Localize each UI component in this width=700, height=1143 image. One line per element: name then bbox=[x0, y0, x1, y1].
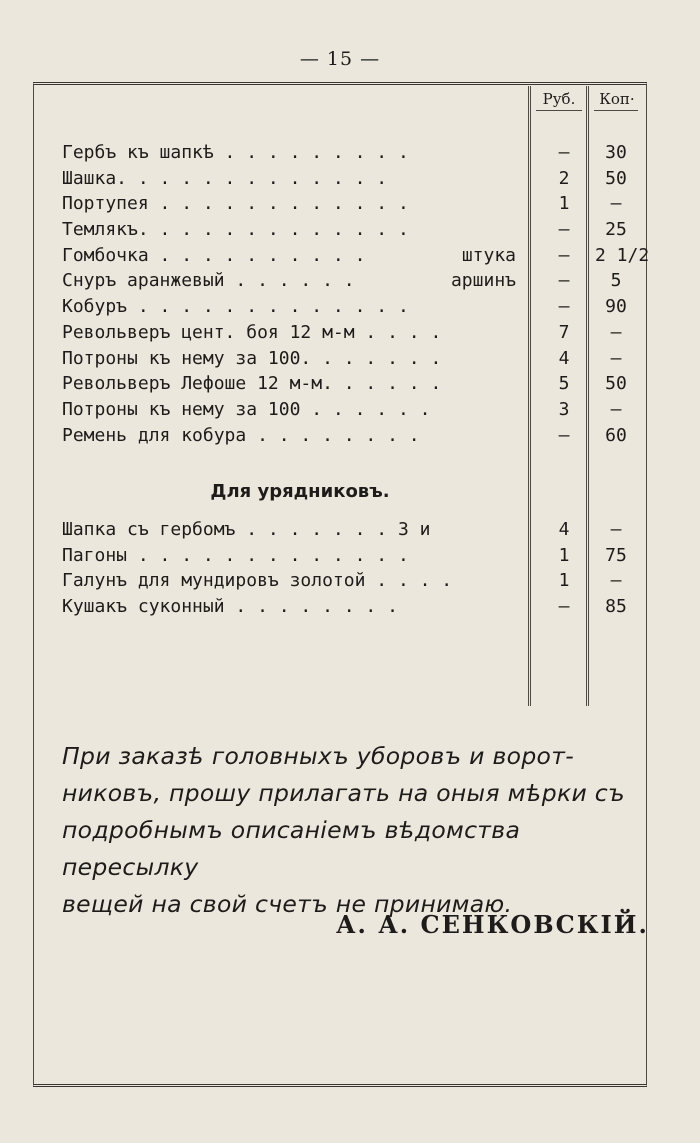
rub-value: 5 bbox=[558, 373, 570, 395]
kop-value: 25 bbox=[605, 219, 627, 241]
price-row bbox=[62, 543, 642, 569]
price-row bbox=[62, 268, 642, 294]
rub-value: — bbox=[558, 142, 570, 163]
rub-value: 2 bbox=[558, 167, 570, 189]
item-label: Револьверъ цент. боя 12 м-м . . . . bbox=[62, 321, 442, 343]
item-label: Шашка. . . . . . . . . . . . . bbox=[62, 167, 388, 189]
item-label: Кобуръ . . . . . . . . . . . . . bbox=[62, 296, 409, 318]
kop-value: — bbox=[610, 570, 622, 592]
price-row bbox=[62, 166, 642, 192]
item-label: Потроны къ нему за 100. . . . . . . bbox=[62, 347, 442, 369]
kop-value: 2 1/2 bbox=[595, 244, 650, 266]
item-label: Галунъ для мундировъ золотой . . . . bbox=[62, 570, 453, 592]
price-row bbox=[62, 346, 642, 372]
price-row bbox=[62, 423, 642, 449]
rub-column-header: Руб. bbox=[542, 90, 576, 108]
kop-value: 90 bbox=[605, 296, 627, 318]
unit-label: аршинъ bbox=[450, 270, 516, 292]
kop-value: 5 bbox=[610, 270, 622, 292]
price-row bbox=[62, 517, 642, 543]
price-row bbox=[62, 397, 642, 423]
rub-value: 1 bbox=[558, 193, 570, 215]
rub-value: 7 bbox=[558, 321, 570, 343]
kop-value: 50 bbox=[605, 167, 627, 189]
item-label: Ремень для кобура . . . . . . . . bbox=[62, 424, 420, 446]
note-line: вещей на свой счетъ не принимаю. bbox=[62, 890, 513, 918]
signature: А. А. СЕНКОВСКІЙ. bbox=[336, 910, 649, 939]
kop-value: — bbox=[610, 398, 622, 420]
note-line: никовъ, прошу прилагать на оныя мѣрки съ bbox=[62, 779, 625, 807]
rub-value: 1 bbox=[558, 570, 570, 592]
rub-value: 1 bbox=[558, 544, 570, 566]
rub-value: 3 bbox=[558, 398, 570, 420]
price-row bbox=[62, 217, 642, 243]
price-row bbox=[62, 140, 642, 166]
item-label: Шапка съ гербомъ . . . . . . . 3 и bbox=[62, 519, 431, 540]
price-row bbox=[62, 568, 642, 594]
rub-header-underline bbox=[536, 110, 582, 111]
kop-value: — bbox=[610, 193, 622, 215]
item-label: Потроны къ нему за 100 . . . . . . bbox=[62, 398, 431, 420]
rub-value: — bbox=[558, 244, 570, 266]
kop-value: 85 bbox=[605, 596, 627, 618]
kop-column-header: Коп· bbox=[599, 90, 635, 108]
kop-value: — bbox=[610, 321, 622, 343]
item-label: Кушакъ суконный . . . . . . . . bbox=[62, 596, 398, 618]
rub-value: — bbox=[558, 270, 570, 292]
item-label: Гомбочка . . . . . . . . . . bbox=[62, 244, 366, 266]
kop-header-underline bbox=[594, 110, 638, 111]
price-row bbox=[62, 320, 642, 346]
price-list bbox=[62, 140, 650, 448]
kop-value: — bbox=[610, 347, 622, 369]
rub-value: — bbox=[558, 596, 570, 618]
note-line: подробнымъ описаніемъ вѣдомства пересылку bbox=[62, 816, 521, 881]
rub-value: 4 bbox=[558, 347, 570, 369]
kop-value: 50 bbox=[605, 373, 627, 395]
rub-value: — bbox=[558, 424, 570, 446]
unit-label: штука bbox=[461, 244, 516, 266]
price-row bbox=[62, 191, 642, 217]
item-label: Револьверъ Лефоше 12 м-м. . . . . . bbox=[62, 373, 442, 395]
rub-value: — bbox=[558, 219, 570, 241]
page-number: — 15 — bbox=[299, 48, 381, 70]
rub-value: — bbox=[558, 296, 570, 318]
item-label: Портупея . . . . . . . . . . . . bbox=[62, 193, 409, 215]
kop-value: — bbox=[610, 519, 622, 540]
order-note bbox=[62, 738, 632, 923]
item-label: Гербъ къ шапкѣ . . . . . . . . . bbox=[62, 142, 409, 163]
note-line: При заказѣ головныхъ уборовъ и ворот- bbox=[62, 742, 574, 770]
kop-value: 30 bbox=[605, 142, 627, 163]
section-heading: Для урядниковъ. bbox=[210, 481, 390, 502]
kop-value: 60 bbox=[605, 424, 627, 446]
price-row bbox=[62, 371, 642, 397]
price-row bbox=[62, 594, 642, 620]
price-list-uryadniki bbox=[62, 517, 642, 620]
kop-value: 75 bbox=[605, 544, 627, 566]
item-label: Темлякъ. . . . . . . . . . . . . bbox=[62, 219, 409, 241]
item-label: Снуръ аранжевый . . . . . . bbox=[62, 270, 355, 292]
price-row bbox=[62, 243, 650, 269]
rub-value: 4 bbox=[558, 519, 570, 540]
price-row bbox=[62, 294, 642, 320]
item-label: Пагоны . . . . . . . . . . . . . bbox=[62, 544, 409, 566]
